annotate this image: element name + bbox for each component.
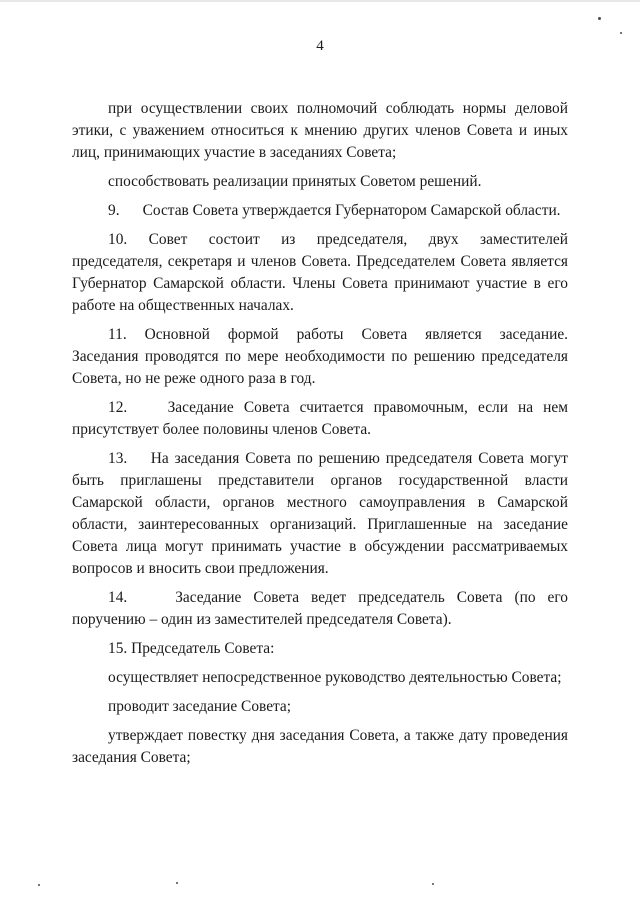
paragraph — [72, 171, 568, 193]
text-line: осуществляет непосредственное руководство деятельностью Совета; — [108, 669, 562, 686]
paragraph — [72, 229, 568, 317]
paragraph — [72, 587, 568, 631]
text-line: утверждает повестку дня заседания Совета, а также дату проведения — [108, 727, 568, 744]
text-line: поручению – один из заместителей председателя Совета). — [72, 611, 452, 628]
paragraph — [72, 696, 568, 718]
text-line: 14. Заседание Совета ведет председатель Совета (по его — [108, 589, 568, 606]
text-line: присутствует более половины членов Совета. — [72, 421, 372, 438]
paragraph — [72, 324, 568, 390]
text-line: Совета лица могут принимать участие в обсуждении рассматриваемых — [72, 538, 568, 555]
text-line: вопросов и вносить свои предложения. — [72, 560, 329, 577]
text-line: 10. Совет состоит из председателя, двух заместителей — [108, 231, 568, 248]
paragraph — [72, 448, 568, 580]
text-line: 12. Заседание Совета считается правомочным, если на нем — [108, 399, 568, 416]
scan-speck — [620, 32, 622, 34]
text-line: 11. Основной формой работы Совета является заседание. — [108, 326, 568, 343]
text-line: способствовать реализации принятых Советом решений. — [108, 173, 482, 190]
scan-speck — [432, 883, 434, 885]
text-line: лиц, принимающих участие в заседаниях Совета; — [72, 144, 397, 161]
text-line: заседания Совета; — [72, 749, 191, 766]
paragraph — [72, 397, 568, 441]
text-line: Заседания проводятся по мере необходимости по решению председателя — [72, 348, 568, 365]
text-line: работе на общественных началах. — [72, 297, 294, 314]
paragraph — [72, 98, 568, 164]
text-line: Губернатор Самарской области. Члены Совета принимают участие в его — [72, 275, 568, 292]
text-line: быть приглашены представители органов государственной власти — [72, 472, 568, 489]
page-number: 4 — [316, 38, 324, 54]
text-line: проводит заседание Совета; — [108, 698, 292, 715]
text-line: Совета, но не реже одного раза в год. — [72, 370, 316, 387]
text-line: 9. Состав Совета утверждается Губернатором Самарской области. — [108, 202, 561, 219]
text-line: области, заинтересованных организаций. Приглашенные на заседание — [72, 516, 568, 533]
scan-speck — [598, 17, 601, 20]
paragraph — [72, 200, 568, 222]
text-line: при осуществлении своих полномочий соблюдать нормы деловой — [108, 100, 568, 117]
scan-speck — [176, 882, 178, 884]
document-body — [72, 98, 568, 769]
text-line: Самарской области, органов местного самоуправления в Самарской — [72, 494, 568, 511]
text-line: 15. Председатель Совета: — [108, 640, 275, 657]
text-line: 13. На заседания Совета по решению председателя Совета могут — [108, 450, 568, 467]
scan-top-edge — [0, 0, 640, 2]
paragraph — [72, 667, 568, 689]
paragraph — [72, 725, 568, 769]
scan-speck — [38, 884, 40, 886]
text-line: этики, с уважением относиться к мнению других членов Совета и иных — [72, 122, 568, 139]
text-line: председателя, секретаря и членов Совета. Председателем Совета является — [72, 253, 568, 270]
paragraph — [72, 638, 568, 660]
